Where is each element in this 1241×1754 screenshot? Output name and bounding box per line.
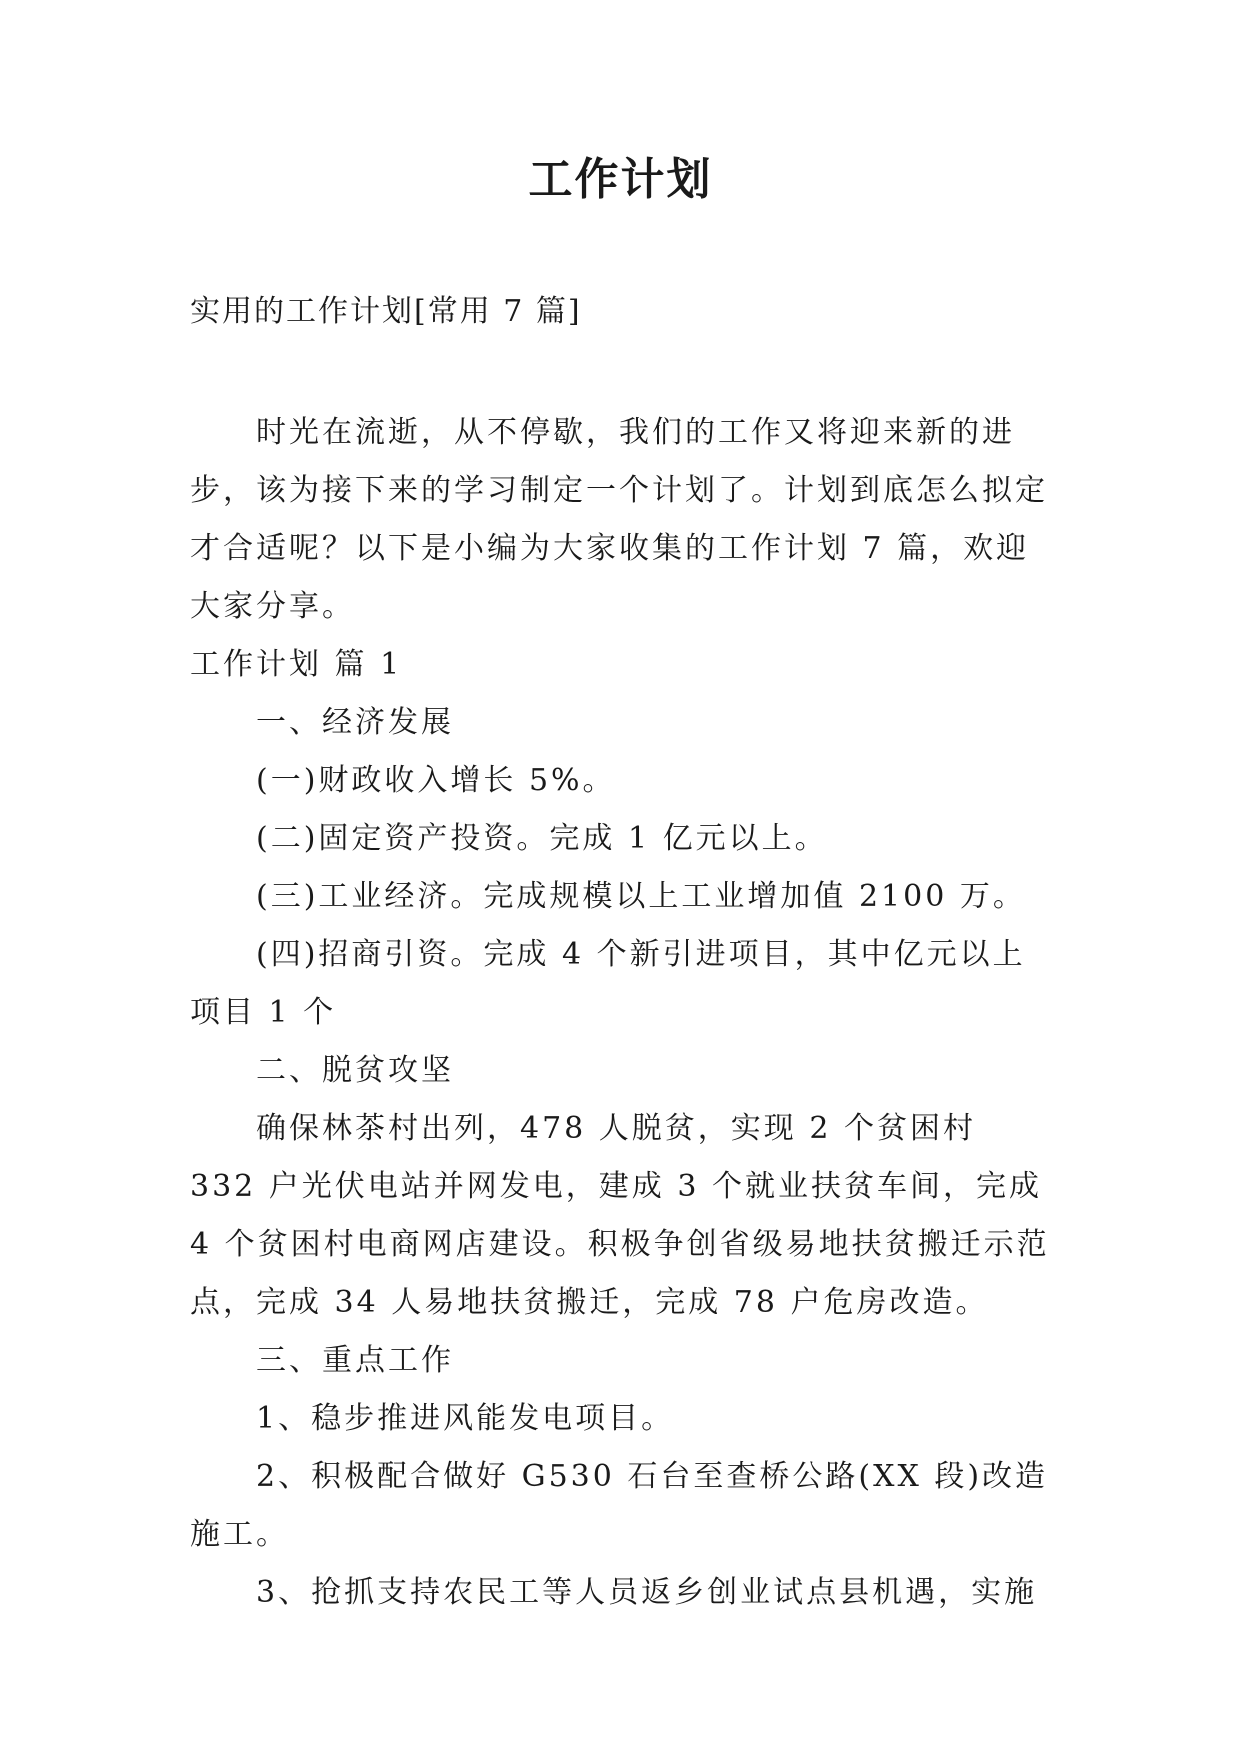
document-title: 工作计划 [528,154,713,205]
paragraph-poverty-alleviation: 确保林茶村出列，478 人脱贫，实现 2 个贫困村 332 户光伏电站并网发电，建成 3 个就业扶贫车间，完成 4 个贫困村电商网店建设。积极争创省级易地扶贫搬迁示范点，完成 34 人易地扶贫搬迁，完成 78 户危房改造。 [190,1111,1050,1320]
list-item-entrepreneurship-pilot: 3、抢抓支持农民工等人员返乡创业试点县机遇，实施 [256,1575,1038,1610]
list-item-investment-promotion: (四)招商引资。完成 4 个新引进项目，其中亿元以上项目 1 个 [190,937,1026,1030]
list-item-industrial-economy: (三)工业经济。完成规模以上工业增加值 2100 万。 [256,879,1026,914]
heading-poverty-alleviation: 二、脱贫攻坚 [256,1053,454,1088]
paragraph-intro: 时光在流逝，从不停歇，我们的工作又将迎来新的进步，该为接下来的学习制定一个计划了。计划到底怎么拟定才合适呢？以下是小编为大家收集的工作计划 7 篇，欢迎大家分享。 [190,415,1048,624]
document-subtitle: 实用的工作计划[常用 7 篇] [190,294,582,329]
list-item-fiscal-revenue: (一)财政收入增长 5%。 [256,763,616,798]
heading-economic-development: 一、经济发展 [256,705,454,740]
document-body [190,404,1050,1622]
heading-key-work: 三、重点工作 [256,1343,454,1378]
list-item-wind-power: 1、稳步推进风能发电项目。 [256,1401,675,1436]
section-heading-part-1: 工作计划 篇 1 [190,647,403,682]
list-item-highway-renovation: 2、积极配合做好 G530 石台至查桥公路(XX 段)改造施工。 [190,1459,1049,1552]
list-item-fixed-asset-investment: (二)固定资产投资。完成 1 亿元以上。 [256,821,828,856]
